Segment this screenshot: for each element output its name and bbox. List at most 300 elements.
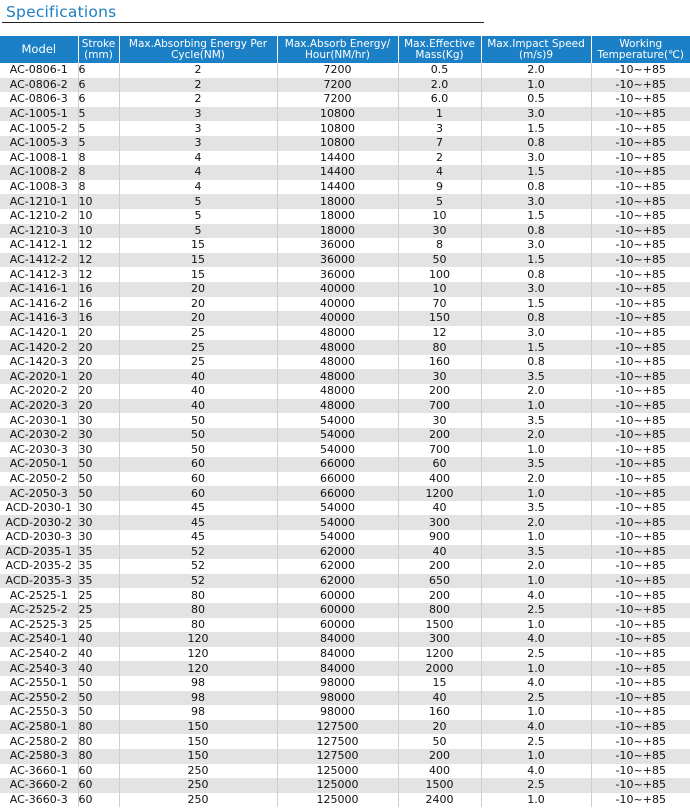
cell-effective-mass: 4: [398, 165, 481, 180]
cell-impact-speed: 1.0: [481, 705, 591, 720]
cell-cycle-energy: 4: [119, 165, 277, 180]
cell-working-temperature: -10~+85: [591, 311, 690, 326]
cell-hour-energy: 36000: [277, 253, 398, 268]
cell-model: ACD-2030-2: [0, 515, 78, 530]
cell-effective-mass: 30: [398, 413, 481, 428]
cell-stroke: 40: [78, 647, 119, 662]
table-row: [0, 267, 690, 282]
cell-hour-energy: 48000: [277, 326, 398, 341]
table-row: [0, 326, 690, 341]
cell-working-temperature: -10~+85: [591, 793, 690, 808]
cell-cycle-energy: 150: [119, 734, 277, 749]
cell-working-temperature: -10~+85: [591, 267, 690, 282]
cell-working-temperature: -10~+85: [591, 647, 690, 662]
cell-impact-speed: 0.8: [481, 224, 591, 239]
cell-working-temperature: -10~+85: [591, 151, 690, 166]
cell-stroke: 5: [78, 121, 119, 136]
cell-cycle-energy: 45: [119, 501, 277, 516]
cell-working-temperature: -10~+85: [591, 136, 690, 151]
cell-impact-speed: 3.0: [481, 151, 591, 166]
header-model-label: Model: [21, 42, 57, 56]
cell-model: AC-2550-1: [9, 676, 68, 690]
cell-stroke: 80: [78, 720, 119, 735]
cell-stroke: 20: [78, 355, 119, 370]
cell-hour-energy: 40000: [277, 297, 398, 312]
cell-working-temperature: -10~+85: [591, 340, 690, 355]
cell-working-temperature: -10~+85: [591, 297, 690, 312]
cell-working-temperature: -10~+85: [591, 720, 690, 735]
cell-effective-mass: 12: [398, 326, 481, 341]
cell-hour-energy: 60000: [277, 618, 398, 633]
cell-model: ACD-2035-3: [0, 574, 78, 589]
cell-cycle-energy: 20: [119, 282, 277, 297]
table-row: [0, 588, 690, 603]
header-hour-energy: [277, 36, 398, 63]
cell-model: AC-2030-2: [0, 428, 78, 443]
cell-impact-speed: 0.8: [481, 311, 591, 326]
cell-cycle-energy: 4: [119, 151, 277, 166]
cell-effective-mass: 200: [398, 428, 481, 443]
cell-impact-speed: 2.5: [481, 778, 591, 793]
cell-model: AC-1210-1: [0, 194, 78, 209]
cell-hour-energy: 48000: [277, 369, 398, 384]
cell-hour-energy: 98000: [277, 705, 398, 720]
cell-cycle-energy: 2: [119, 63, 277, 78]
cell-working-temperature: -10~+85: [591, 238, 690, 253]
cell-effective-mass: 800: [398, 603, 481, 618]
cell-working-temperature: -10~+85: [591, 209, 690, 224]
cell-stroke: 60: [78, 778, 119, 793]
cell-impact-speed: 1.0: [481, 399, 591, 414]
cell-model: AC-1005-2: [9, 121, 68, 135]
cell-impact-speed: 1.5: [481, 165, 591, 180]
cell-hour-energy: 84000: [277, 632, 398, 647]
cell-stroke: 30: [78, 530, 119, 545]
cell-hour-energy: 62000: [277, 545, 398, 560]
cell-model: AC-0806-2: [0, 78, 78, 93]
cell-effective-mass: 40: [398, 545, 481, 560]
cell-impact-speed: 4.0: [481, 720, 591, 735]
cell-working-temperature: -10~+85: [591, 530, 690, 545]
title-underline: [2, 22, 484, 23]
header-stroke: [78, 36, 119, 63]
cell-model: AC-3660-3: [9, 792, 68, 806]
cell-cycle-energy: 25: [119, 326, 277, 341]
cell-model: AC-2580-2: [9, 734, 68, 748]
cell-model: AC-2020-1: [0, 369, 78, 384]
cell-model: AC-2050-3: [0, 486, 78, 501]
cell-working-temperature: -10~+85: [591, 734, 690, 749]
cell-model: AC-1416-2: [9, 296, 68, 310]
cell-effective-mass: 70: [398, 297, 481, 312]
cell-hour-energy: 84000: [277, 661, 398, 676]
cell-cycle-energy: 80: [119, 603, 277, 618]
table-row: [0, 121, 690, 136]
cell-effective-mass: 2.0: [398, 78, 481, 93]
table-row: [0, 340, 690, 355]
cell-stroke: 50: [78, 486, 119, 501]
cell-cycle-energy: 3: [119, 107, 277, 122]
cell-working-temperature: -10~+85: [591, 442, 690, 457]
table-row: [0, 749, 690, 764]
cell-working-temperature: -10~+85: [591, 603, 690, 618]
cell-cycle-energy: 40: [119, 399, 277, 414]
cell-impact-speed: 3.0: [481, 194, 591, 209]
cell-cycle-energy: 25: [119, 355, 277, 370]
table-row: [0, 486, 690, 501]
cell-cycle-energy: 52: [119, 545, 277, 560]
cell-stroke: 16: [78, 297, 119, 312]
cell-hour-energy: 62000: [277, 574, 398, 589]
cell-cycle-energy: 50: [119, 442, 277, 457]
cell-working-temperature: -10~+85: [591, 778, 690, 793]
cell-cycle-energy: 52: [119, 559, 277, 574]
cell-impact-speed: 3.0: [481, 107, 591, 122]
table-row: [0, 297, 690, 312]
cell-effective-mass: 10: [398, 282, 481, 297]
cell-stroke: 25: [78, 618, 119, 633]
cell-working-temperature: -10~+85: [591, 194, 690, 209]
table-row: [0, 399, 690, 414]
table-row: [0, 107, 690, 122]
cell-impact-speed: 3.0: [481, 238, 591, 253]
table-body: [0, 63, 690, 807]
table-row: [0, 92, 690, 107]
cell-effective-mass: 8: [398, 238, 481, 253]
cell-stroke: 20: [78, 340, 119, 355]
cell-model: ACD-2030-1: [5, 501, 72, 515]
cell-stroke: 8: [78, 165, 119, 180]
cell-hour-energy: 127500: [277, 720, 398, 735]
cell-model: AC-1008-1: [9, 150, 68, 164]
cell-effective-mass: 300: [398, 515, 481, 530]
cell-effective-mass: 1200: [398, 486, 481, 501]
table-row: [0, 472, 690, 487]
cell-working-temperature: -10~+85: [591, 355, 690, 370]
cell-hour-energy: 14400: [277, 180, 398, 195]
cell-working-temperature: -10~+85: [591, 676, 690, 691]
cell-effective-mass: 40: [398, 501, 481, 516]
cell-effective-mass: 200: [398, 559, 481, 574]
cell-cycle-energy: 120: [119, 632, 277, 647]
cell-working-temperature: -10~+85: [591, 472, 690, 487]
cell-hour-energy: 54000: [277, 413, 398, 428]
cell-working-temperature: -10~+85: [591, 661, 690, 676]
cell-hour-energy: 54000: [277, 428, 398, 443]
cell-model: AC-0806-3: [9, 92, 68, 106]
header-stroke-line2: (mm): [84, 48, 113, 61]
cell-impact-speed: 0.8: [481, 355, 591, 370]
cell-cycle-energy: 120: [119, 661, 277, 676]
cell-stroke: 20: [78, 399, 119, 414]
table-row: [0, 311, 690, 326]
cell-hour-energy: 60000: [277, 603, 398, 618]
cell-effective-mass: 2400: [398, 793, 481, 808]
header-impact-speed: [481, 36, 591, 63]
table-row: [0, 238, 690, 253]
cell-cycle-energy: 120: [119, 647, 277, 662]
cell-model: AC-2540-1: [0, 632, 78, 647]
cell-stroke: 20: [78, 326, 119, 341]
cell-impact-speed: 2.0: [481, 472, 591, 487]
table-row: [0, 369, 690, 384]
cell-impact-speed: 1.5: [481, 121, 591, 136]
cell-working-temperature: -10~+85: [591, 399, 690, 414]
cell-effective-mass: 40: [398, 691, 481, 706]
cell-hour-energy: 125000: [277, 764, 398, 779]
table-row: [0, 764, 690, 779]
table-row: [0, 559, 690, 574]
cell-effective-mass: 700: [398, 399, 481, 414]
cell-effective-mass: 9: [398, 180, 481, 195]
cell-working-temperature: -10~+85: [591, 413, 690, 428]
cell-model: AC-1420-3: [9, 355, 68, 369]
cell-working-temperature: -10~+85: [591, 632, 690, 647]
cell-cycle-energy: 50: [119, 428, 277, 443]
cell-working-temperature: -10~+85: [591, 574, 690, 589]
table-row: [0, 428, 690, 443]
cell-model: AC-2525-3: [9, 617, 68, 631]
table-row: [0, 530, 690, 545]
cell-impact-speed: 2.0: [481, 63, 591, 78]
cell-stroke: 80: [78, 734, 119, 749]
cell-model: AC-1005-3: [0, 136, 78, 151]
table-row: [0, 457, 690, 472]
table-row: [0, 734, 690, 749]
cell-cycle-energy: 60: [119, 457, 277, 472]
cell-model: ACD-2035-1: [0, 545, 78, 560]
cell-model: AC-2020-3: [0, 399, 78, 414]
header-effective-mass: [398, 36, 481, 63]
cell-stroke: 8: [78, 151, 119, 166]
cell-model: AC-1210-2: [9, 209, 68, 223]
table-row: [0, 647, 690, 662]
cell-impact-speed: 1.0: [481, 530, 591, 545]
cell-impact-speed: 0.8: [481, 267, 591, 282]
cell-effective-mass: 160: [398, 355, 481, 370]
cell-stroke: 30: [78, 442, 119, 457]
cell-working-temperature: -10~+85: [591, 384, 690, 399]
cell-effective-mass: 200: [398, 588, 481, 603]
cell-stroke: 35: [78, 574, 119, 589]
cell-effective-mass: 3: [398, 121, 481, 136]
cell-working-temperature: -10~+85: [591, 486, 690, 501]
cell-working-temperature: -10~+85: [591, 457, 690, 472]
header-temp-line1: Working: [619, 37, 663, 50]
cell-hour-energy: 10800: [277, 121, 398, 136]
cell-model: AC-1008-3: [9, 180, 68, 194]
table-row: [0, 691, 690, 706]
table-row: [0, 705, 690, 720]
cell-effective-mass: 100: [398, 267, 481, 282]
cell-working-temperature: -10~+85: [591, 691, 690, 706]
cell-model: AC-1420-2: [0, 340, 78, 355]
cell-impact-speed: 3.5: [481, 369, 591, 384]
table-row: [0, 136, 690, 151]
cell-impact-speed: 4.0: [481, 632, 591, 647]
cell-model: AC-2580-1: [0, 720, 78, 735]
cell-effective-mass: 15: [398, 676, 481, 691]
cell-hour-energy: 14400: [277, 151, 398, 166]
page-title: Specifications: [6, 3, 117, 21]
cell-hour-energy: 18000: [277, 224, 398, 239]
cell-cycle-energy: 150: [119, 749, 277, 764]
cell-hour-energy: 40000: [277, 311, 398, 326]
cell-cycle-energy: 5: [119, 224, 277, 239]
cell-stroke: 50: [78, 676, 119, 691]
table-row: [0, 632, 690, 647]
cell-effective-mass: 300: [398, 632, 481, 647]
cell-cycle-energy: 50: [119, 413, 277, 428]
cell-cycle-energy: 45: [119, 530, 277, 545]
table-row: [0, 355, 690, 370]
header-cycle-line1: Max.Absorbing Energy Per: [128, 37, 268, 50]
header-model: [0, 36, 78, 63]
cell-hour-energy: 127500: [277, 749, 398, 764]
cell-stroke: 6: [78, 92, 119, 107]
cell-impact-speed: 0.5: [481, 92, 591, 107]
cell-stroke: 50: [78, 472, 119, 487]
table-row: [0, 676, 690, 691]
cell-impact-speed: 0.8: [481, 180, 591, 195]
table-row: [0, 501, 690, 516]
cell-effective-mass: 50: [398, 734, 481, 749]
header-speed-line2: (m/s)9: [518, 48, 554, 61]
table-row: [0, 253, 690, 268]
header-working-temperature: [591, 36, 690, 63]
cell-model: AC-2020-2: [9, 384, 68, 398]
cell-hour-energy: 127500: [277, 734, 398, 749]
cell-stroke: 50: [78, 457, 119, 472]
cell-impact-speed: 1.0: [481, 793, 591, 808]
cell-model: AC-2525-1: [9, 588, 68, 602]
cell-model: AC-2030-1: [9, 413, 68, 427]
cell-impact-speed: 3.5: [481, 413, 591, 428]
cell-impact-speed: 2.5: [481, 691, 591, 706]
cell-effective-mass: 20: [398, 720, 481, 735]
header-mass-line2: Mass(Kg): [415, 48, 464, 61]
cell-hour-energy: 40000: [277, 282, 398, 297]
table-row: [0, 413, 690, 428]
header-speed-line1: Max.Impact Speed: [487, 37, 585, 50]
cell-impact-speed: 0.8: [481, 136, 591, 151]
cell-model: AC-2580-3: [0, 749, 78, 764]
cell-hour-energy: 36000: [277, 238, 398, 253]
cell-impact-speed: 2.0: [481, 515, 591, 530]
cell-hour-energy: 48000: [277, 384, 398, 399]
cell-cycle-energy: 98: [119, 705, 277, 720]
cell-hour-energy: 125000: [277, 793, 398, 808]
cell-stroke: 16: [78, 311, 119, 326]
table-row: [0, 574, 690, 589]
cell-cycle-energy: 5: [119, 194, 277, 209]
header-mass-line1: Max.Effective: [404, 37, 475, 50]
cell-model: AC-2540-2: [9, 647, 68, 661]
cell-effective-mass: 1: [398, 107, 481, 122]
cell-effective-mass: 1200: [398, 647, 481, 662]
cell-stroke: 12: [78, 238, 119, 253]
table-row: [0, 661, 690, 676]
table-row: [0, 165, 690, 180]
cell-effective-mass: 80: [398, 340, 481, 355]
cell-stroke: 30: [78, 515, 119, 530]
cell-hour-energy: 84000: [277, 647, 398, 662]
cell-working-temperature: -10~+85: [591, 326, 690, 341]
cell-effective-mass: 6.0: [398, 92, 481, 107]
cell-impact-speed: 1.0: [481, 661, 591, 676]
cell-working-temperature: -10~+85: [591, 764, 690, 779]
table-row: [0, 515, 690, 530]
cell-hour-energy: 54000: [277, 530, 398, 545]
cell-cycle-energy: 250: [119, 793, 277, 808]
cell-stroke: 16: [78, 282, 119, 297]
cell-effective-mass: 1500: [398, 778, 481, 793]
header-temp-line2: Temperature(℃): [597, 48, 684, 61]
cell-cycle-energy: 25: [119, 340, 277, 355]
cell-cycle-energy: 15: [119, 238, 277, 253]
cell-hour-energy: 48000: [277, 340, 398, 355]
cell-cycle-energy: 150: [119, 720, 277, 735]
cell-impact-speed: 1.5: [481, 340, 591, 355]
cell-stroke: 20: [78, 384, 119, 399]
cell-model: AC-2550-3: [9, 705, 68, 719]
cell-hour-energy: 7200: [277, 78, 398, 93]
cell-impact-speed: 1.0: [481, 442, 591, 457]
cell-impact-speed: 2.5: [481, 647, 591, 662]
cell-hour-energy: 66000: [277, 457, 398, 472]
cell-working-temperature: -10~+85: [591, 92, 690, 107]
cell-stroke: 60: [78, 793, 119, 808]
cell-stroke: 20: [78, 369, 119, 384]
table-row: [0, 442, 690, 457]
cell-model: AC-1008-2: [0, 165, 78, 180]
cell-impact-speed: 4.0: [481, 588, 591, 603]
cell-hour-energy: 18000: [277, 209, 398, 224]
cell-effective-mass: 200: [398, 384, 481, 399]
cell-model: AC-2550-2: [0, 691, 78, 706]
header-stroke-line1: Stroke: [81, 37, 116, 50]
cell-cycle-energy: 2: [119, 78, 277, 93]
cell-model: AC-3660-2: [0, 778, 78, 793]
table-row: [0, 282, 690, 297]
cell-stroke: 10: [78, 224, 119, 239]
cell-impact-speed: 3.5: [481, 545, 591, 560]
cell-impact-speed: 1.5: [481, 253, 591, 268]
cell-hour-energy: 18000: [277, 194, 398, 209]
table-row: [0, 720, 690, 735]
cell-effective-mass: 0.5: [398, 63, 481, 78]
header-hour-line2: Hour(NM/hr): [305, 48, 370, 61]
cell-model: AC-1420-1: [9, 325, 68, 339]
cell-cycle-energy: 4: [119, 180, 277, 195]
cell-cycle-energy: 98: [119, 676, 277, 691]
cell-cycle-energy: 80: [119, 588, 277, 603]
cell-model: AC-2050-2: [9, 471, 68, 485]
cell-working-temperature: -10~+85: [591, 282, 690, 297]
cell-model: AC-1210-3: [0, 224, 78, 239]
cell-cycle-energy: 250: [119, 764, 277, 779]
cell-hour-energy: 98000: [277, 691, 398, 706]
cell-cycle-energy: 40: [119, 384, 277, 399]
cell-hour-energy: 54000: [277, 442, 398, 457]
table-row: [0, 384, 690, 399]
cell-model: AC-2030-3: [9, 442, 68, 456]
cell-cycle-energy: 15: [119, 267, 277, 282]
cell-stroke: 40: [78, 632, 119, 647]
cell-hour-energy: 36000: [277, 267, 398, 282]
cell-hour-energy: 66000: [277, 486, 398, 501]
cell-effective-mass: 900: [398, 530, 481, 545]
